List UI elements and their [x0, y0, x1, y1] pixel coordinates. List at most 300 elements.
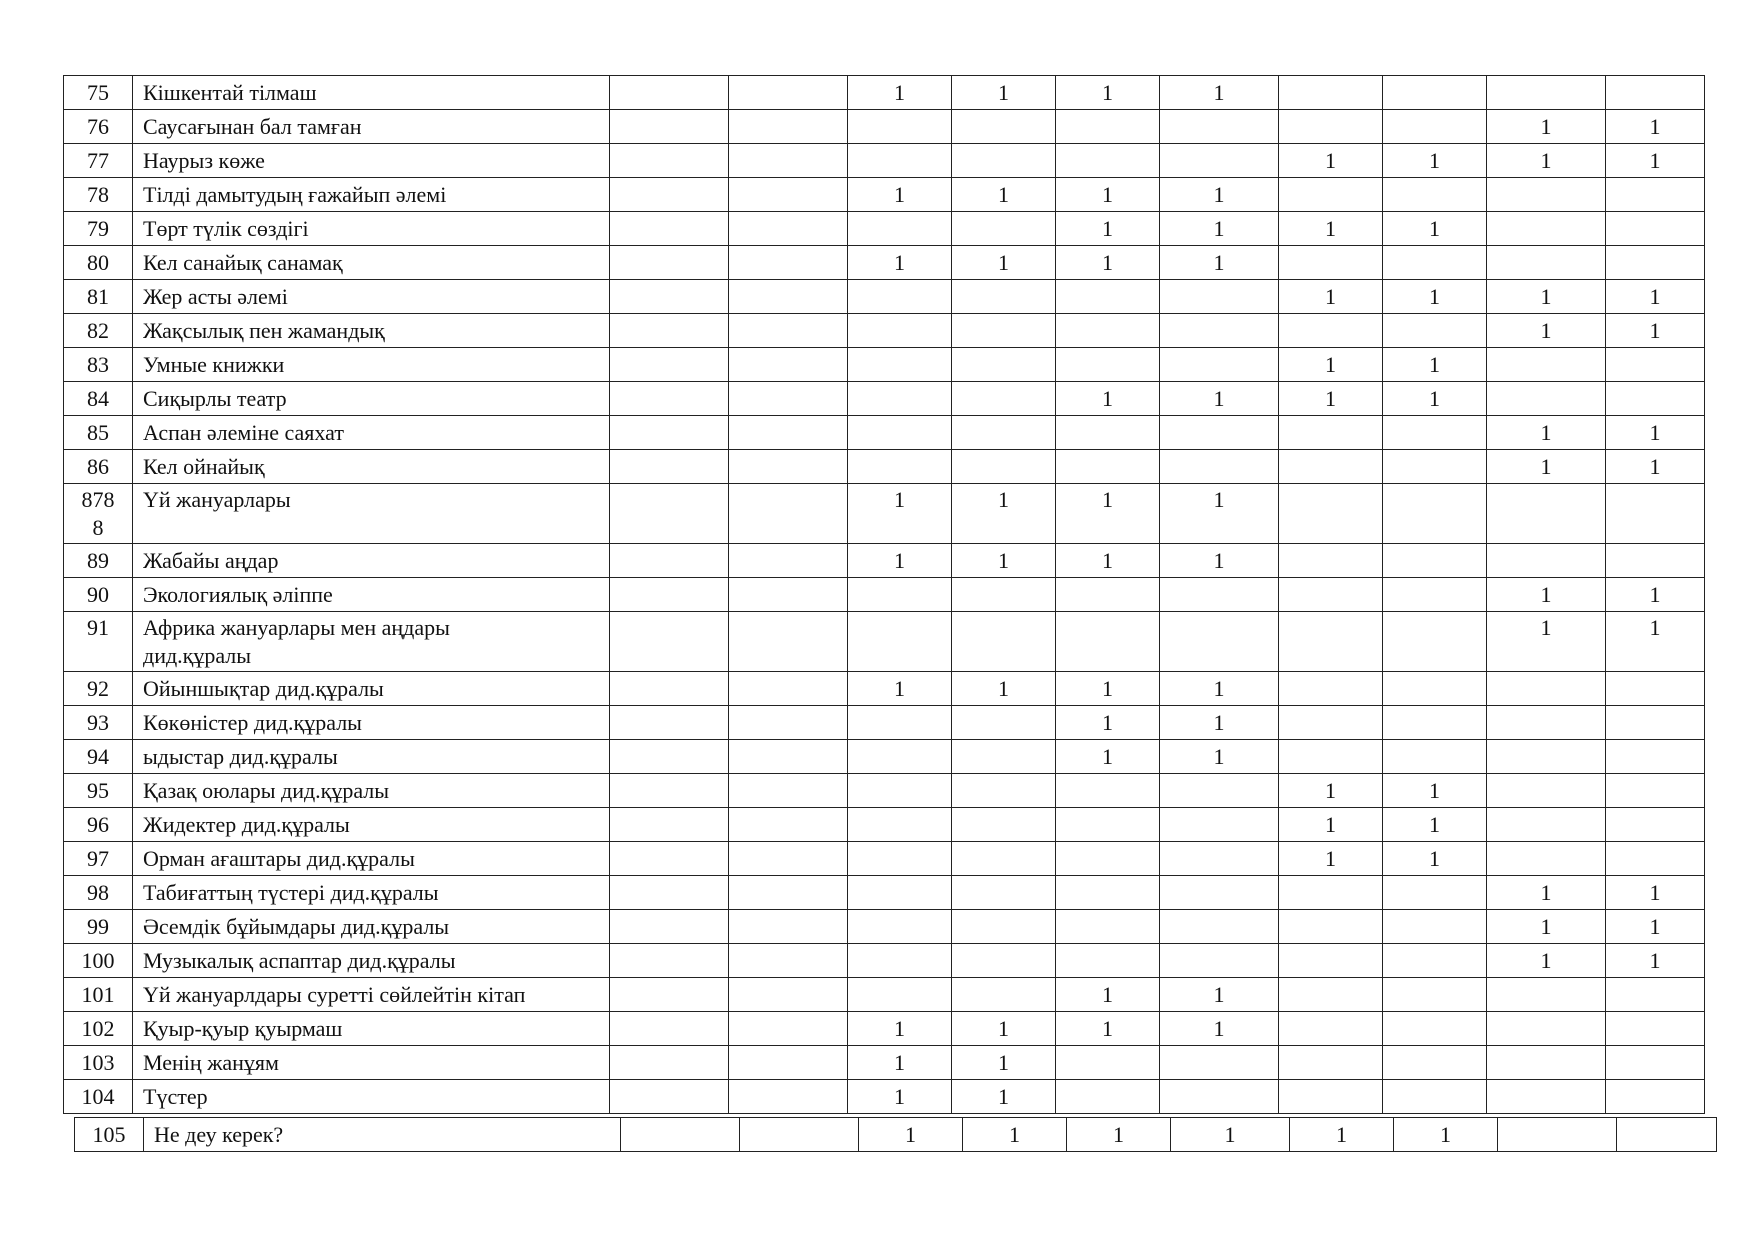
value-cell — [1606, 246, 1705, 280]
value-cell — [729, 280, 848, 314]
value-cell: 1 — [1487, 578, 1606, 612]
value-cell — [1160, 612, 1279, 672]
value-cell — [729, 144, 848, 178]
value-cell — [1606, 1046, 1705, 1080]
table-row — [64, 246, 1705, 280]
value-cell — [848, 910, 952, 944]
value-cell: 1 — [952, 1012, 1056, 1046]
value-cell — [952, 314, 1056, 348]
value-cell — [1056, 416, 1160, 450]
value-cell: 1 — [1290, 1118, 1394, 1152]
value-cell — [1487, 348, 1606, 382]
value-cell — [610, 578, 729, 612]
value-cell — [729, 706, 848, 740]
value-cell — [729, 314, 848, 348]
value-cell — [1160, 416, 1279, 450]
value-cell — [1487, 842, 1606, 876]
value-cell: 1 — [952, 178, 1056, 212]
value-cell — [952, 212, 1056, 246]
value-cell — [1056, 314, 1160, 348]
value-cell: 1 — [1383, 774, 1487, 808]
row-number: 99 — [64, 910, 133, 944]
item-name: Саусағынан бал тамған — [133, 110, 610, 144]
value-cell — [729, 450, 848, 484]
item-name: Экологиялық әліппе — [133, 578, 610, 612]
value-cell: 1 — [1487, 450, 1606, 484]
value-cell — [1160, 808, 1279, 842]
value-cell — [1487, 76, 1606, 110]
value-cell: 1 — [1279, 774, 1383, 808]
value-cell: 1 — [1383, 808, 1487, 842]
value-cell — [729, 1012, 848, 1046]
table-row — [64, 212, 1705, 246]
table-row — [64, 1012, 1705, 1046]
value-cell — [848, 416, 952, 450]
value-cell: 1 — [1279, 212, 1383, 246]
value-cell — [1617, 1118, 1717, 1152]
item-name: Үй жануарлары — [133, 484, 610, 544]
row-number: 79 — [64, 212, 133, 246]
value-cell — [729, 416, 848, 450]
table-row — [64, 280, 1705, 314]
value-cell — [729, 978, 848, 1012]
row-number: 86 — [64, 450, 133, 484]
value-cell — [610, 876, 729, 910]
value-cell — [729, 944, 848, 978]
value-cell — [1160, 450, 1279, 484]
table-row — [64, 484, 1705, 544]
value-cell — [1487, 774, 1606, 808]
value-cell: 1 — [1487, 314, 1606, 348]
value-cell — [729, 246, 848, 280]
value-cell: 1 — [1160, 740, 1279, 774]
value-cell: 1 — [1056, 382, 1160, 416]
value-cell — [1487, 706, 1606, 740]
value-cell: 1 — [1160, 1012, 1279, 1046]
value-cell — [1383, 706, 1487, 740]
value-cell — [1279, 110, 1383, 144]
value-cell — [1383, 544, 1487, 578]
table-row — [64, 808, 1705, 842]
value-cell — [621, 1118, 740, 1152]
table-row — [64, 578, 1705, 612]
row-number: 94 — [64, 740, 133, 774]
value-cell — [1279, 1012, 1383, 1046]
value-cell — [952, 382, 1056, 416]
value-cell — [1606, 808, 1705, 842]
value-cell: 1 — [1171, 1118, 1290, 1152]
value-cell — [610, 110, 729, 144]
value-cell: 1 — [1606, 944, 1705, 978]
item-name: Төрт түлік сөздігі — [133, 212, 610, 246]
value-cell: 1 — [848, 672, 952, 706]
value-cell: 1 — [952, 1080, 1056, 1114]
row-number: 878 8 — [64, 484, 133, 544]
value-cell — [610, 212, 729, 246]
value-cell — [1279, 1080, 1383, 1114]
value-cell — [1487, 1080, 1606, 1114]
value-cell — [729, 1080, 848, 1114]
value-cell — [848, 706, 952, 740]
item-name: Жер асты әлемі — [133, 280, 610, 314]
row-number: 98 — [64, 876, 133, 910]
value-cell — [610, 910, 729, 944]
value-cell: 1 — [963, 1118, 1067, 1152]
value-cell — [952, 450, 1056, 484]
value-cell — [1606, 842, 1705, 876]
table-row — [64, 1046, 1705, 1080]
value-cell — [729, 76, 848, 110]
value-cell — [729, 740, 848, 774]
item-name: Жақсылық пен жамандық — [133, 314, 610, 348]
value-cell: 1 — [1383, 842, 1487, 876]
value-cell: 1 — [1487, 416, 1606, 450]
value-cell — [1279, 450, 1383, 484]
value-cell — [1279, 910, 1383, 944]
item-name: Жидектер дид.құралы — [133, 808, 610, 842]
value-cell: 1 — [848, 76, 952, 110]
row-number: 90 — [64, 578, 133, 612]
value-cell — [952, 706, 1056, 740]
value-cell — [1606, 382, 1705, 416]
value-cell: 1 — [952, 246, 1056, 280]
value-cell: 1 — [1056, 1012, 1160, 1046]
table-row — [64, 416, 1705, 450]
value-cell — [1056, 348, 1160, 382]
row-number: 105 — [75, 1118, 144, 1152]
value-cell — [1606, 484, 1705, 544]
item-name: ыдыстар дид.құралы — [133, 740, 610, 774]
value-cell — [1160, 314, 1279, 348]
table-row — [64, 110, 1705, 144]
value-cell — [1279, 178, 1383, 212]
value-cell: 1 — [1160, 706, 1279, 740]
value-cell — [610, 280, 729, 314]
value-cell — [1056, 450, 1160, 484]
table-row — [75, 1118, 1717, 1152]
value-cell — [1160, 280, 1279, 314]
value-cell — [610, 1012, 729, 1046]
value-cell — [1487, 246, 1606, 280]
value-cell: 1 — [1056, 672, 1160, 706]
value-cell — [1606, 544, 1705, 578]
value-cell — [729, 672, 848, 706]
value-cell: 1 — [1279, 808, 1383, 842]
value-cell — [610, 314, 729, 348]
value-cell — [610, 416, 729, 450]
value-cell — [1279, 944, 1383, 978]
value-cell — [1279, 76, 1383, 110]
value-cell: 1 — [848, 178, 952, 212]
value-cell — [1383, 1046, 1487, 1080]
value-cell — [729, 808, 848, 842]
value-cell: 1 — [1160, 544, 1279, 578]
row-number: 78 — [64, 178, 133, 212]
value-cell: 1 — [1606, 144, 1705, 178]
value-cell — [740, 1118, 859, 1152]
value-cell — [1056, 280, 1160, 314]
value-cell — [1160, 842, 1279, 876]
value-cell: 1 — [1067, 1118, 1171, 1152]
table-row — [64, 382, 1705, 416]
value-cell — [952, 416, 1056, 450]
value-cell: 1 — [1383, 212, 1487, 246]
value-cell — [848, 450, 952, 484]
table-row — [64, 178, 1705, 212]
item-name: Қуыр-қуыр қуырмаш — [133, 1012, 610, 1046]
value-cell: 1 — [848, 484, 952, 544]
value-cell — [1606, 178, 1705, 212]
value-cell: 1 — [1383, 382, 1487, 416]
row-number: 85 — [64, 416, 133, 450]
row-number: 91 — [64, 612, 133, 672]
value-cell — [1498, 1118, 1617, 1152]
value-cell: 1 — [1606, 450, 1705, 484]
value-cell — [848, 348, 952, 382]
value-cell: 1 — [1056, 76, 1160, 110]
value-cell: 1 — [1160, 978, 1279, 1012]
inventory-table-last-row — [74, 1117, 1717, 1152]
table-row — [64, 876, 1705, 910]
row-number: 103 — [64, 1046, 133, 1080]
value-cell — [610, 978, 729, 1012]
value-cell — [729, 212, 848, 246]
value-cell — [1056, 876, 1160, 910]
value-cell — [610, 544, 729, 578]
value-cell — [1383, 178, 1487, 212]
value-cell — [729, 544, 848, 578]
table-row — [64, 774, 1705, 808]
value-cell — [1606, 740, 1705, 774]
value-cell — [848, 212, 952, 246]
item-name: Умные книжки — [133, 348, 610, 382]
value-cell: 1 — [1606, 876, 1705, 910]
value-cell — [1056, 774, 1160, 808]
value-cell — [952, 774, 1056, 808]
row-number: 84 — [64, 382, 133, 416]
value-cell — [1279, 544, 1383, 578]
value-cell — [1160, 578, 1279, 612]
value-cell — [1606, 348, 1705, 382]
value-cell — [848, 774, 952, 808]
value-cell — [1383, 944, 1487, 978]
value-cell: 1 — [1279, 348, 1383, 382]
item-name: Қазақ оюлары дид.құралы — [133, 774, 610, 808]
value-cell — [848, 144, 952, 178]
value-cell: 1 — [1056, 706, 1160, 740]
value-cell — [1160, 910, 1279, 944]
value-cell — [1606, 774, 1705, 808]
value-cell — [1383, 612, 1487, 672]
value-cell — [952, 144, 1056, 178]
value-cell — [952, 910, 1056, 944]
value-cell — [610, 1046, 729, 1080]
value-cell: 1 — [1606, 314, 1705, 348]
value-cell — [729, 842, 848, 876]
value-cell: 1 — [1394, 1118, 1498, 1152]
value-cell — [848, 314, 952, 348]
value-cell — [1383, 672, 1487, 706]
value-cell — [952, 876, 1056, 910]
value-cell — [1383, 76, 1487, 110]
value-cell — [1279, 706, 1383, 740]
value-cell: 1 — [1160, 178, 1279, 212]
value-cell — [1056, 578, 1160, 612]
value-cell — [1056, 842, 1160, 876]
table-row — [64, 842, 1705, 876]
value-cell — [1487, 178, 1606, 212]
value-cell: 1 — [1487, 280, 1606, 314]
value-cell: 1 — [1160, 672, 1279, 706]
value-cell — [952, 944, 1056, 978]
value-cell — [1383, 484, 1487, 544]
value-cell: 1 — [1487, 876, 1606, 910]
value-cell: 1 — [952, 672, 1056, 706]
value-cell — [610, 484, 729, 544]
value-cell — [848, 876, 952, 910]
row-number: 96 — [64, 808, 133, 842]
value-cell — [1279, 876, 1383, 910]
value-cell — [952, 978, 1056, 1012]
item-name: Тілді дамытудың ғажайып әлемі — [133, 178, 610, 212]
value-cell — [1383, 578, 1487, 612]
value-cell — [729, 876, 848, 910]
value-cell — [1160, 876, 1279, 910]
value-cell — [848, 280, 952, 314]
value-cell — [729, 348, 848, 382]
row-number: 89 — [64, 544, 133, 578]
item-name: Музыкалық аспаптар дид.құралы — [133, 944, 610, 978]
value-cell: 1 — [1606, 578, 1705, 612]
value-cell — [1383, 450, 1487, 484]
value-cell — [1056, 612, 1160, 672]
value-cell — [1487, 382, 1606, 416]
value-cell: 1 — [1056, 246, 1160, 280]
value-cell — [610, 178, 729, 212]
value-cell: 1 — [1383, 348, 1487, 382]
value-cell — [1487, 1046, 1606, 1080]
value-cell: 1 — [1279, 144, 1383, 178]
value-cell — [1383, 978, 1487, 1012]
value-cell — [1056, 808, 1160, 842]
value-cell — [1279, 578, 1383, 612]
table-row — [64, 672, 1705, 706]
value-cell — [1487, 672, 1606, 706]
value-cell — [1160, 1046, 1279, 1080]
item-name: Табиғаттың түстері дид.құралы — [133, 876, 610, 910]
value-cell: 1 — [1487, 144, 1606, 178]
value-cell — [1279, 416, 1383, 450]
value-cell — [1279, 740, 1383, 774]
value-cell — [848, 808, 952, 842]
table-row — [64, 314, 1705, 348]
table-row — [64, 76, 1705, 110]
value-cell: 1 — [1487, 612, 1606, 672]
value-cell — [1487, 484, 1606, 544]
value-cell: 1 — [848, 1080, 952, 1114]
value-cell — [1606, 978, 1705, 1012]
value-cell — [729, 910, 848, 944]
value-cell — [848, 110, 952, 144]
table-row — [64, 978, 1705, 1012]
value-cell — [952, 612, 1056, 672]
value-cell — [1056, 110, 1160, 144]
value-cell: 1 — [1279, 280, 1383, 314]
value-cell: 1 — [1056, 544, 1160, 578]
table-row — [64, 706, 1705, 740]
value-cell — [952, 740, 1056, 774]
row-number: 83 — [64, 348, 133, 382]
value-cell: 1 — [1056, 978, 1160, 1012]
row-number: 95 — [64, 774, 133, 808]
value-cell — [610, 672, 729, 706]
value-cell — [1383, 1012, 1487, 1046]
value-cell — [1056, 944, 1160, 978]
value-cell — [729, 178, 848, 212]
row-number: 75 — [64, 76, 133, 110]
value-cell: 1 — [1383, 280, 1487, 314]
value-cell — [1279, 1046, 1383, 1080]
value-cell — [610, 612, 729, 672]
value-cell — [952, 348, 1056, 382]
value-cell: 1 — [1606, 280, 1705, 314]
table-row — [64, 144, 1705, 178]
value-cell — [1279, 612, 1383, 672]
value-cell: 1 — [952, 544, 1056, 578]
value-cell — [1383, 314, 1487, 348]
value-cell: 1 — [952, 1046, 1056, 1080]
value-cell — [1383, 110, 1487, 144]
table-row — [64, 612, 1705, 672]
row-number: 101 — [64, 978, 133, 1012]
value-cell — [729, 578, 848, 612]
value-cell: 1 — [848, 544, 952, 578]
value-cell — [1056, 910, 1160, 944]
item-name: Африка жануарлары мен аңдары дид.құралы — [133, 612, 610, 672]
table-row — [64, 1080, 1705, 1114]
value-cell — [729, 1046, 848, 1080]
value-cell — [848, 944, 952, 978]
item-name: Жабайы аңдар — [133, 544, 610, 578]
row-number: 76 — [64, 110, 133, 144]
value-cell: 1 — [1606, 612, 1705, 672]
value-cell — [610, 450, 729, 484]
table-row — [64, 544, 1705, 578]
value-cell — [729, 110, 848, 144]
value-cell — [1279, 246, 1383, 280]
value-cell: 1 — [1487, 944, 1606, 978]
value-cell: 1 — [1056, 484, 1160, 544]
value-cell: 1 — [952, 76, 1056, 110]
value-cell — [1487, 978, 1606, 1012]
item-name: Кел санайық санамақ — [133, 246, 610, 280]
table-row — [64, 348, 1705, 382]
value-cell: 1 — [848, 246, 952, 280]
value-cell — [1606, 1080, 1705, 1114]
value-cell: 1 — [1606, 110, 1705, 144]
value-cell: 1 — [1160, 382, 1279, 416]
value-cell: 1 — [1383, 144, 1487, 178]
value-cell — [610, 706, 729, 740]
value-cell — [1606, 76, 1705, 110]
item-name: Орман ағаштары дид.құралы — [133, 842, 610, 876]
table-row — [64, 740, 1705, 774]
item-name: Наурыз көже — [133, 144, 610, 178]
value-cell — [610, 144, 729, 178]
value-cell — [848, 578, 952, 612]
value-cell: 1 — [1606, 416, 1705, 450]
value-cell — [1160, 1080, 1279, 1114]
